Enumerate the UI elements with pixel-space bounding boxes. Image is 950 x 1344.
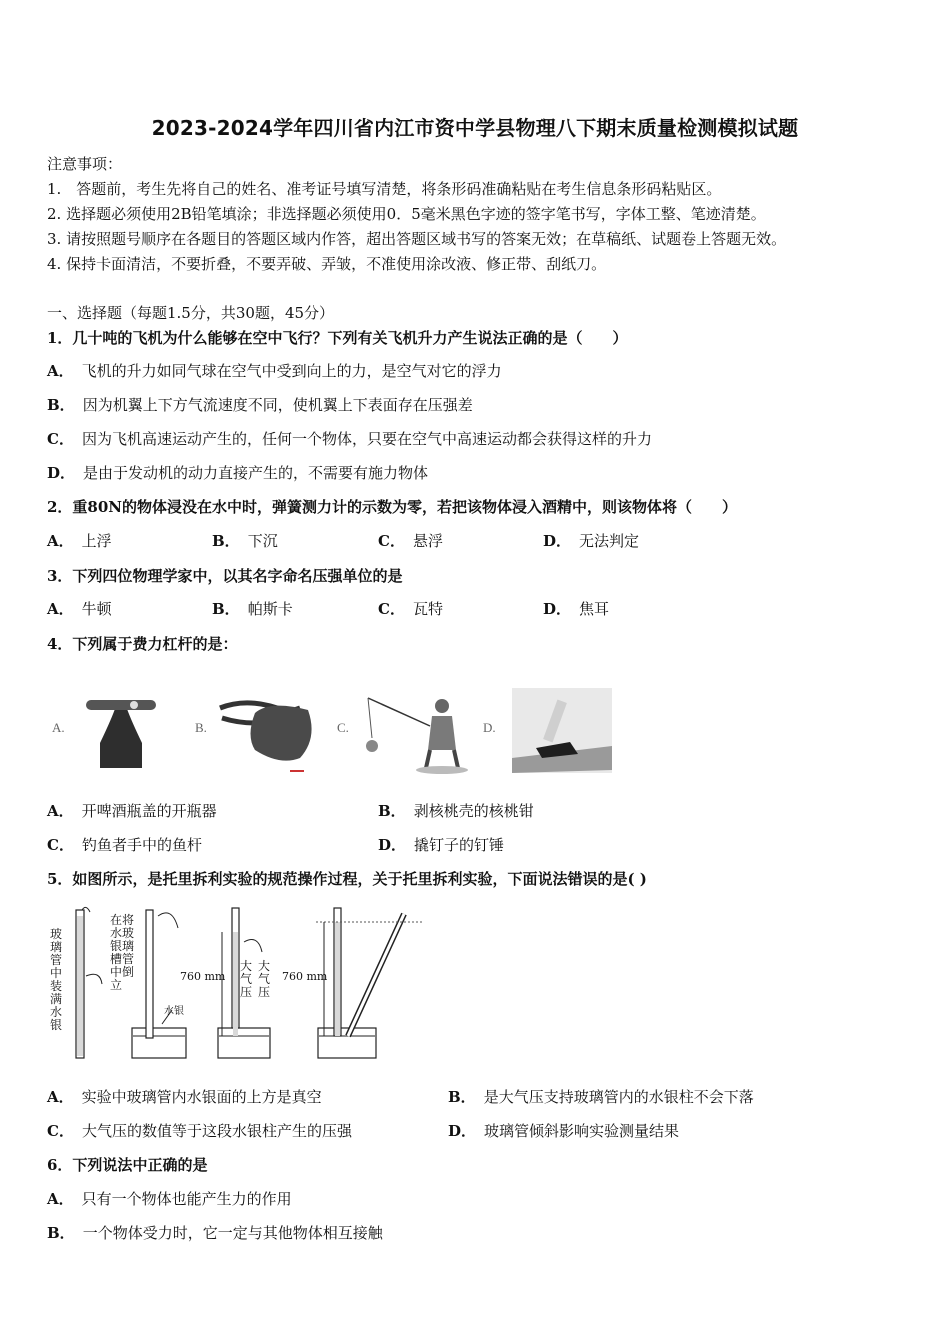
- option-key: C．: [378, 600, 405, 618]
- exam-title: 2023-2024学年四川省内江市资中学县物理八下期末质量检测模拟试题: [151, 116, 799, 140]
- nutcracker-image: [220, 703, 312, 772]
- option-key: B．: [47, 396, 75, 414]
- option-text: 飞机的升力如同气球在空气中受到向上的力，是空气对它的浮力: [81, 362, 502, 380]
- notice-item: 3. 请按照题号顺序在各题目的答题区域内作答，超出答题区域书写的答案无效；在草稿纸、试题卷上答题无效。: [47, 230, 787, 248]
- option-text: 因为机翼上下方气流速度不同，使机翼上下表面存在压强差: [82, 396, 473, 414]
- option-text: 是由于发动机的动力直接产生的，不需要有施力物体: [83, 464, 429, 482]
- option-key: D．: [378, 836, 407, 854]
- option-text: 一个物体受力时，它一定与其他物体相互接触: [82, 1224, 383, 1242]
- figure-label-a: A.: [52, 720, 65, 735]
- option-text: 帕斯卡: [247, 600, 293, 618]
- notice-heading: 注意事项：: [47, 155, 123, 173]
- option-key: A．: [47, 802, 74, 820]
- question-3-stem: 3．下列四位物理学家中，以其名字命名压强单位的是: [47, 567, 403, 585]
- invert-step: [132, 910, 186, 1058]
- option-text: 瓦特: [412, 600, 443, 618]
- question-2-stem: 2．重80N的物体浸没在水中时，弹簧测力计的示数为零，若把该物体浸入酒精中，则该物体将（ ）: [47, 498, 738, 516]
- question-1-stem: 1．几十吨的飞机为什么能够在空中飞行？下列有关飞机升力产生说法正确的是（ ）: [47, 329, 628, 347]
- notice-item: 2. 选择题必须使用2B铅笔填涂；非选择题必须使用0．5毫米黑色字迹的签字笔书写，字体工整、笔迹清楚。: [47, 205, 766, 223]
- step2-caption: 在将水玻银璃槽管中倒立: [110, 913, 135, 992]
- lever-figure: [50, 688, 620, 778]
- option-text: 焦耳: [579, 600, 610, 618]
- question-6-stem: 6．下列说法中正确的是: [47, 1156, 208, 1174]
- q1-option-b: [47, 394, 473, 415]
- q2-option-d: [543, 530, 639, 551]
- q3-option-c: [378, 598, 443, 619]
- option-text: 只有一个物体也能产生力的作用: [81, 1190, 292, 1208]
- q2-option-b: [212, 530, 278, 551]
- q4-option-b: [378, 800, 534, 821]
- option-key: C．: [378, 532, 405, 550]
- bottle-opener-image: [86, 700, 156, 768]
- q4-option-a: [47, 800, 217, 821]
- tube-filled-step: [76, 907, 102, 1058]
- option-text: 无法判定: [579, 532, 640, 550]
- option-key: A．: [47, 1088, 74, 1106]
- option-text: 剥核桃壳的核桃钳: [413, 802, 534, 820]
- option-key: B．: [212, 600, 240, 618]
- height-label-a: 760 mm: [180, 970, 226, 983]
- option-text: 玻璃管倾斜影响实验测量结果: [484, 1122, 680, 1140]
- q3-option-b: [212, 598, 293, 619]
- option-text: 悬浮: [412, 532, 443, 550]
- column-step-b: [316, 908, 424, 1058]
- q5-option-a: [47, 1086, 322, 1107]
- q2-option-c: [378, 530, 443, 551]
- q3-option-a: [47, 598, 112, 619]
- figure-label-c: C.: [337, 720, 349, 735]
- question-4-stem: 4．下列属于费力杠杆的是：: [47, 635, 238, 653]
- option-key: B．: [47, 1224, 75, 1242]
- option-key: D．: [543, 600, 572, 618]
- q4-option-d: [378, 834, 504, 855]
- claw-hammer-image: [512, 688, 612, 773]
- option-key: C．: [47, 1122, 74, 1140]
- q5-option-b: [448, 1086, 754, 1107]
- option-text: 撬钉子的钉锤: [414, 836, 505, 854]
- option-key: A．: [47, 532, 74, 550]
- option-key: D．: [448, 1122, 477, 1140]
- q1-option-a: [47, 360, 502, 381]
- q5-option-c: [47, 1120, 352, 1141]
- atm-label-b: 大气压: [258, 959, 271, 999]
- q6-option-b: [47, 1222, 383, 1243]
- option-text: 大气压的数值等于这段水银柱产生的压强: [81, 1122, 352, 1140]
- option-key: B．: [448, 1088, 476, 1106]
- option-key: B．: [212, 532, 240, 550]
- step1-caption: 玻璃管中装满水银: [50, 927, 63, 1032]
- option-key: D．: [543, 532, 572, 550]
- option-key: C．: [47, 836, 74, 854]
- option-key: D．: [47, 464, 76, 482]
- option-text: 因为飞机高速运动产生的，任何一个物体，只要在空气中高速运动都会获得这样的升力: [81, 430, 652, 448]
- torricelli-diagram: [46, 906, 426, 1066]
- option-text: 开啤酒瓶盖的开瓶器: [81, 802, 217, 820]
- figure-label-d: D.: [483, 720, 496, 735]
- option-text: 上浮: [81, 532, 112, 550]
- option-text: 下沉: [247, 532, 278, 550]
- mercury-label: 水银: [164, 1006, 184, 1017]
- option-key: A．: [47, 600, 74, 618]
- fisherman-image: [366, 698, 468, 774]
- option-text: 牛顿: [81, 600, 112, 618]
- notice-item: 4. 保持卡面清洁，不要折叠，不要弄破、弄皱，不准使用涂改液、修正带、刮纸刀。: [47, 255, 607, 273]
- option-text: 实验中玻璃管内水银面的上方是真空: [81, 1088, 322, 1106]
- torricelli-figure: [46, 906, 426, 1066]
- option-text: 钓鱼者手中的鱼杆: [81, 836, 202, 854]
- figure-label-b: B.: [195, 720, 207, 735]
- option-key: A．: [47, 1190, 74, 1208]
- option-text: 是大气压支持玻璃管内的水银柱不会下落: [483, 1088, 754, 1106]
- q2-option-a: [47, 530, 112, 551]
- q4-option-c: [47, 834, 202, 855]
- q3-option-d: [543, 598, 609, 619]
- question-5-stem: 5．如图所示，是托里拆利实验的规范操作过程，关于托里拆利实验，下面说法错误的是( ): [47, 870, 647, 888]
- q6-option-a: [47, 1188, 292, 1209]
- option-key: B．: [378, 802, 406, 820]
- option-key: A．: [47, 362, 74, 380]
- notice-item: 1. 答题前，考生先将自己的姓名、准考证号填写清楚，将条形码准确粘贴在考生信息条形码粘贴区。: [47, 180, 722, 198]
- lever-illustrations: [50, 688, 620, 778]
- q5-option-d: [448, 1120, 679, 1141]
- q1-option-d: [47, 462, 428, 483]
- q1-option-c: [47, 428, 652, 449]
- height-label-b: 760 mm: [282, 970, 328, 983]
- atm-label-a: 大气压: [240, 959, 253, 999]
- section-heading: 一、选择题（每题1.5分，共30题，45分）: [47, 304, 335, 322]
- option-key: C．: [47, 430, 74, 448]
